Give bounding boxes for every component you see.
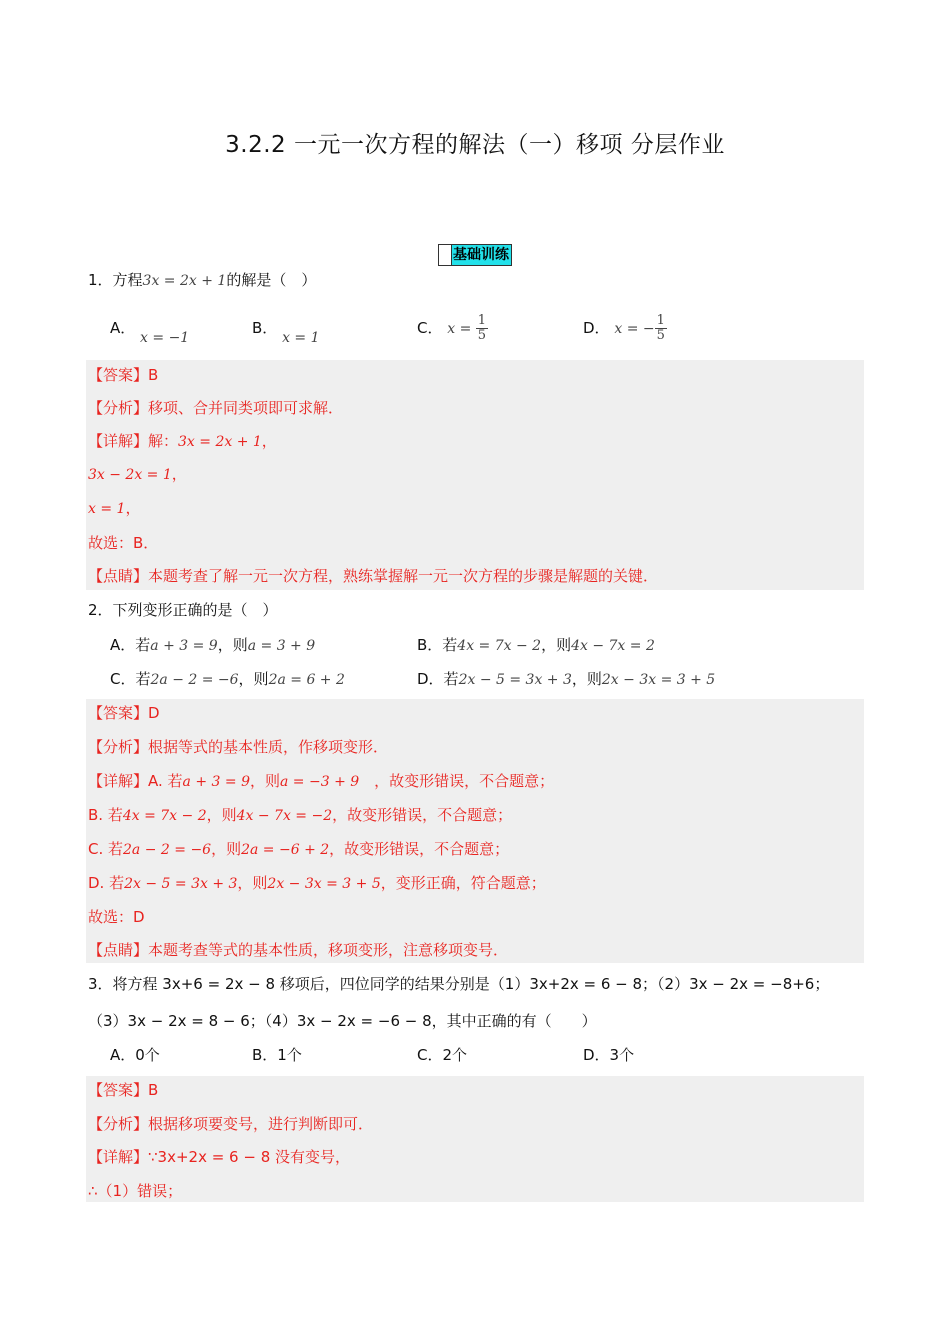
- q2-option-c[interactable]: [110, 669, 345, 690]
- q3-option-b[interactable]: B．1个: [252, 1046, 302, 1064]
- q2-option-b[interactable]: [417, 635, 655, 656]
- question-3-stem-line-1: 3．将方程 3x+6 = 2x − 8 移项后，四位同学的结果分别是（1）3x+2x = 6 − 8；（2）3x − 2x = −8+6；: [88, 975, 830, 993]
- q1-analysis: 【分析】移项、合并同类项即可求解．: [88, 399, 344, 417]
- detail-pre: 【详解】A. 若: [88, 772, 183, 790]
- q2-comment: 【点睛】本题考查等式的基本性质，移项变形，注意移项变号．: [88, 941, 509, 959]
- q2-detail-a: [88, 771, 554, 792]
- option-math: a + 3 = 9: [150, 638, 218, 654]
- step-post: ，: [125, 499, 141, 517]
- q1-option-d[interactable]: [583, 314, 667, 343]
- q3-analysis: 【分析】根据移项要变号，进行判断即可．: [88, 1115, 374, 1133]
- q3-option-d[interactable]: D．3个: [583, 1046, 635, 1064]
- q1-option-a[interactable]: [110, 318, 190, 346]
- detail-math: 3x = 2x + 1: [178, 434, 262, 450]
- option-label: B．: [252, 319, 278, 337]
- detail-math: a = −3 + 9: [280, 774, 360, 790]
- option-label: A．: [110, 319, 136, 337]
- q3-option-c[interactable]: C．2个: [417, 1046, 468, 1064]
- q2-option-d[interactable]: [417, 669, 715, 690]
- detail-post: ，: [261, 432, 277, 450]
- q1-stem-post: 的解是（ ）: [226, 271, 317, 289]
- q1-stem-math: 3x = 2x + 1: [142, 273, 227, 289]
- detail-math: a + 3 = 9: [182, 774, 250, 790]
- detail-mid: ，则: [237, 874, 268, 892]
- detail-pre: B. 若: [88, 806, 123, 824]
- q2-detail-d: [88, 873, 546, 894]
- q3-answer: 【答案】B: [88, 1081, 159, 1099]
- q3-answer-box: [86, 1076, 864, 1202]
- option-math: 2x − 5 = 3x + 3: [458, 672, 572, 688]
- detail-post: ，故变形错误，不合题意；: [332, 806, 513, 824]
- fraction-numerator: 1: [477, 313, 487, 328]
- option-math: 4x − 7x = 2: [571, 638, 655, 654]
- option-label: D．若: [417, 670, 459, 688]
- detail-mid: ，则: [249, 772, 280, 790]
- step-post: ，: [171, 465, 187, 483]
- detail-label: 【详解】解：: [88, 432, 179, 450]
- option-mid: ，则: [217, 636, 248, 654]
- detail-post: ，故变形错误，不合题意；: [329, 840, 510, 858]
- fraction-denominator: 5: [477, 328, 487, 343]
- fraction: [655, 314, 667, 343]
- option-label: A．若: [110, 636, 151, 654]
- detail-math: 4x = 7x − 2: [122, 808, 207, 824]
- detail-post: ，故变形错误，不合题意；: [359, 772, 555, 790]
- detail-math: 2a = −6 + 2: [241, 842, 330, 858]
- q1-option-b[interactable]: [252, 318, 320, 346]
- detail-math: 2x − 5 = 3x + 3: [124, 876, 238, 892]
- q3-step: ∴（1）错误；: [88, 1182, 183, 1200]
- q2-answer: 【答案】D: [88, 704, 160, 722]
- option-math: x = −1: [140, 330, 190, 346]
- fraction: [476, 314, 488, 343]
- q2-analysis: 【分析】根据等式的基本性质，作移项变形．: [88, 738, 389, 756]
- detail-post: ，变形正确，符合题意；: [380, 874, 546, 892]
- section-badge: 基础训练: [438, 244, 512, 266]
- q2-choose: 故选：D: [88, 908, 145, 926]
- q1-step-2: [88, 498, 140, 519]
- q1-step-1: [88, 464, 187, 485]
- q1-detail: [88, 431, 277, 452]
- option-label: C．: [417, 319, 443, 337]
- fraction-numerator: 1: [656, 313, 665, 328]
- detail-math: 2a − 2 = −6: [123, 842, 212, 858]
- detail-mid: ，则: [211, 840, 242, 858]
- option-math: 2a = 6 + 2: [268, 672, 345, 688]
- option-label: B．若: [417, 636, 458, 654]
- q2-option-a[interactable]: [110, 635, 315, 656]
- step-math: 3x − 2x = 1: [88, 467, 172, 483]
- question-1-stem: [88, 270, 316, 291]
- q1-stem-pre: 1．方程: [88, 271, 143, 289]
- option-mid: ，则: [541, 636, 572, 654]
- option-math: x = −: [614, 321, 655, 337]
- q1-choose: 故选：B．: [88, 534, 159, 552]
- detail-pre: C. 若: [88, 840, 124, 858]
- page-title: 3.2.2 一元一次方程的解法（一）移项 分层作业: [225, 132, 725, 158]
- q3-detail: 【详解】∵3x+2x = 6 − 8 没有变号，: [88, 1148, 351, 1166]
- q2-detail-c: [88, 839, 509, 860]
- option-mid: ，则: [571, 670, 602, 688]
- q1-comment: 【点睛】本题考查了解一元一次方程，熟练掌握解一元一次方程的步骤是解题的关键．: [88, 567, 659, 585]
- option-math: 2x − 3x = 3 + 5: [601, 672, 716, 688]
- question-3-stem-line-2: （3）3x − 2x = 8 − 6；（4）3x − 2x = −6 − 8，其中正确的有（ ）: [88, 1012, 597, 1030]
- detail-math: 2x − 3x = 3 + 5: [267, 876, 381, 892]
- q1-answer: 【答案】B: [88, 366, 159, 384]
- option-label: C．若: [110, 670, 151, 688]
- option-math: x = 1: [282, 330, 320, 346]
- option-math: x =: [447, 321, 476, 337]
- step-math: x = 1: [88, 501, 126, 517]
- q3-option-a[interactable]: A．0个: [110, 1046, 160, 1064]
- detail-mid: ，则: [206, 806, 237, 824]
- q2-detail-b: [88, 805, 512, 826]
- option-math: a = 3 + 9: [247, 638, 316, 654]
- option-label: D．: [583, 319, 610, 337]
- detail-math: 4x − 7x = −2: [236, 808, 333, 824]
- q1-answer-box: [86, 360, 864, 590]
- fraction-denominator: 5: [656, 328, 665, 343]
- question-2-stem: 2．下列变形正确的是（ ）: [88, 601, 278, 619]
- detail-pre: D. 若: [88, 874, 125, 892]
- q1-option-c[interactable]: [417, 314, 488, 343]
- option-math: 4x = 7x − 2: [457, 638, 542, 654]
- option-math: 2a − 2 = −6: [150, 672, 239, 688]
- option-mid: ，则: [238, 670, 269, 688]
